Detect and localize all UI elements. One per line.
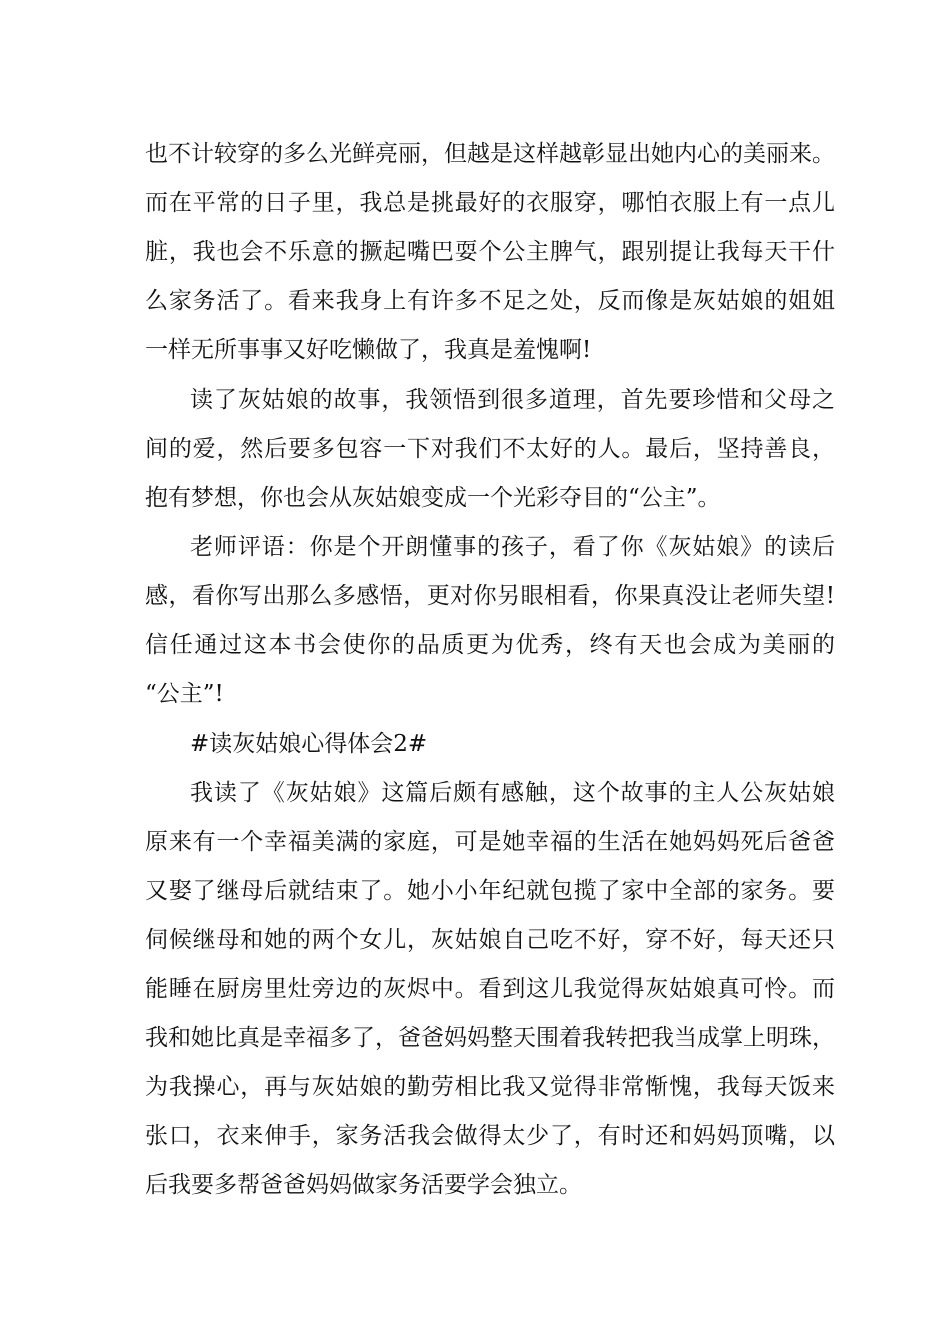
text-line: 我和她比真是幸福多了，爸爸妈妈整天围着我转把我当成掌上明珠， <box>145 1025 835 1051</box>
text-line: 能睡在厨房里灶旁边的灰烬中。看到这儿我觉得灰姑娘真可怜。而 <box>145 976 835 1002</box>
text-line: 伺候继母和她的两个女儿，灰姑娘自己吃不好，穿不好，每天还只 <box>145 927 835 953</box>
text-line: 脏，我也会不乐意的撅起嘴巴耍个公主脾气，跟别提让我每天干什 <box>145 239 835 265</box>
text-line: 感，看你写出那么多感悟，更对你另眼相看，你果真没让老师失望! <box>145 583 835 609</box>
text-line: 信任通过这本书会使你的品质更为优秀，终有天也会成为美丽的 <box>145 632 835 658</box>
text-line: 为我操心，再与灰姑娘的勤劳相比我又觉得非常惭愧，我每天饭来 <box>145 1074 835 1100</box>
text-line: 间的爱，然后要多包容一下对我们不太好的人。最后，坚持善良， <box>145 436 835 462</box>
text-line: 也不计较穿的多么光鲜亮丽，但越是这样越彰显出她内心的美丽来。 <box>145 141 835 167</box>
paragraph-first-line: 读了灰姑娘的故事，我领悟到很多道理，首先要珍惜和父母之 <box>190 387 835 413</box>
text-line: 又娶了继母后就结束了。她小小年纪就包揽了家中全部的家务。要 <box>145 878 835 904</box>
text-line: 而在平常的日子里，我总是挑最好的衣服穿，哪怕衣服上有一点儿 <box>145 190 835 216</box>
text-line: 原来有一个幸福美满的家庭，可是她幸福的生活在她妈妈死后爸爸 <box>145 829 835 855</box>
teacher-comment-first-line: 老师评语：你是个开朗懂事的孩子，看了你《灰姑娘》的读后 <box>190 534 835 560</box>
text-line: 后我要多帮爸爸妈妈做家务活要学会独立。 <box>145 1172 582 1198</box>
text-line: 一样无所事事又好吃懒做了，我真是羞愧啊! <box>145 337 592 363</box>
text-line: “公主”! <box>145 681 224 707</box>
section-heading: #读灰姑娘心得体会2# <box>190 731 428 757</box>
text-line: 么家务活了。看来我身上有许多不足之处，反而像是灰姑娘的姐姐 <box>145 288 835 314</box>
text-line: 张口，衣来伸手，家务活我会做得太少了，有时还和妈妈顶嘴，以 <box>145 1123 835 1149</box>
text-line: 抱有梦想，你也会从灰姑娘变成一个光彩夺目的“公主”。 <box>145 485 721 511</box>
paragraph-first-line: 我读了《灰姑娘》这篇后颇有感触，这个故事的主人公灰姑娘 <box>190 780 835 806</box>
